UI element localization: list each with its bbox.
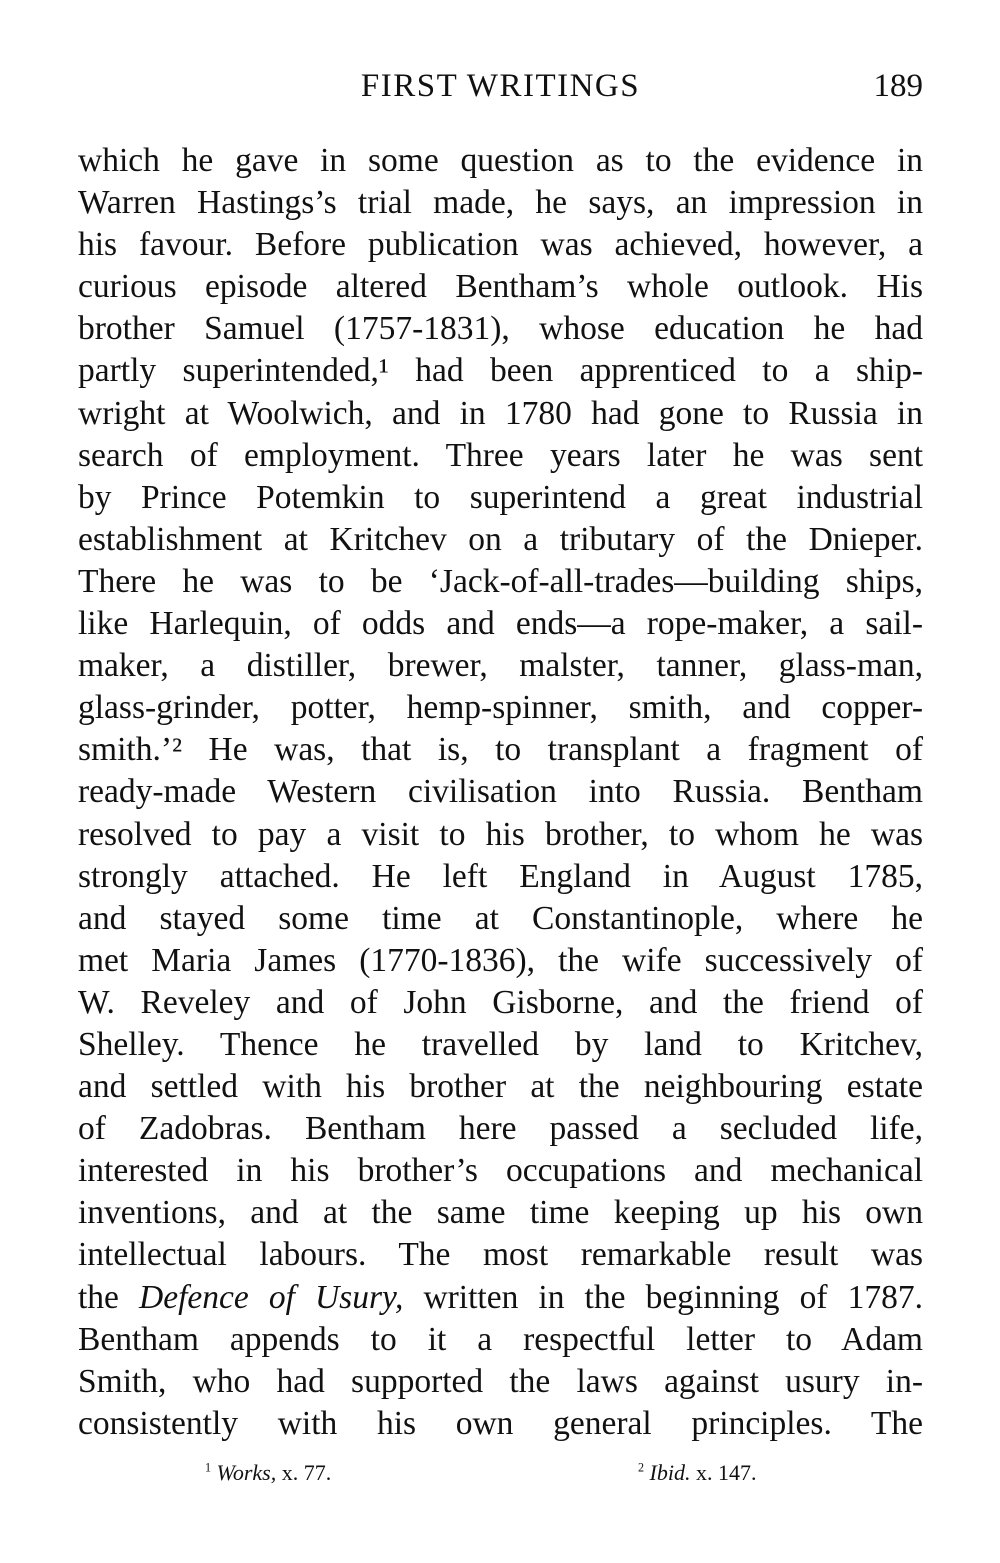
text-line: wright at Woolwich, and in 1780 had gone to Russia in xyxy=(78,394,923,432)
footnote-source: Works, xyxy=(216,1460,277,1485)
text-line: consistently with his own general principles. The xyxy=(78,1404,923,1442)
footnote-1 xyxy=(205,1460,331,1486)
footnote-marker: 1 xyxy=(205,1460,212,1475)
text-line: Shelley. Thence he travelled by land to Kritchev, xyxy=(78,1025,923,1063)
text-line: Bentham appends to it a respectful letter to Adam xyxy=(78,1320,923,1358)
text-line: glass-grinder, potter, hemp-spinner, smith, and copper- xyxy=(78,689,923,727)
text-line: partly superintended,¹ had been apprenticed to a ship- xyxy=(78,352,923,390)
book-title: Defence of Usury, xyxy=(139,1278,404,1316)
page-number: 189 xyxy=(873,68,923,104)
text-line: his favour. Before publication was achieved, however, a xyxy=(78,226,923,264)
footnote-ref: x. 147. xyxy=(690,1460,757,1485)
text-line: met Maria James (1770-1836), the wife successively of xyxy=(78,941,923,979)
footnote-2 xyxy=(638,1460,757,1486)
text-line: Warren Hastings’s trial made, he says, an impression in xyxy=(78,184,923,222)
text-line: smith.’² He was, that is, to transplant a fragment of xyxy=(78,731,923,769)
text-line: search of employment. Three years later he was sent xyxy=(78,436,923,474)
text-line: resolved to pay a visit to his brother, to whom he was xyxy=(78,815,923,853)
text-line: interested in his brother’s occupations and mechanical xyxy=(78,1152,923,1190)
text-line: and settled with his brother at the neighbouring estate xyxy=(78,1068,923,1106)
text-line: ready-made Western civilisation into Russia. Bentham xyxy=(78,773,923,811)
footnotes xyxy=(78,1460,923,1490)
text-line-with-title xyxy=(78,1277,923,1319)
text-line: like Harlequin, of odds and ends—a rope-maker, a sail- xyxy=(78,605,923,643)
text-line: inventions, and at the same time keeping up his own xyxy=(78,1194,923,1232)
running-title: FIRST WRITINGS xyxy=(360,68,641,104)
text-line: Smith, who had supported the laws against usury in- xyxy=(78,1362,923,1400)
footnote-source: Ibid. xyxy=(649,1460,691,1485)
text-line: of Zadobras. Bentham here passed a secluded life, xyxy=(78,1110,923,1148)
text-line: and stayed some time at Constantinople, where he xyxy=(78,899,923,937)
text-line: strongly attached. He left England in August 1785, xyxy=(78,857,923,895)
footnote-ref: x. 77. xyxy=(276,1460,332,1485)
text-line: brother Samuel (1757-1831), whose education he had xyxy=(78,310,923,348)
text-line: curious episode altered Bentham’s whole outlook. His xyxy=(78,268,923,306)
footnote-marker: 2 xyxy=(638,1460,645,1475)
text-span: written in the beginning of 1787. xyxy=(403,1278,923,1316)
text-line: by Prince Potemkin to superintend a great industrial xyxy=(78,478,923,516)
text-line: W. Reveley and of John Gisborne, and the friend of xyxy=(78,983,923,1021)
text-line: establishment at Kritchev on a tributary of the Dnieper. xyxy=(78,520,923,558)
text-line: intellectual labours. The most remarkable result was xyxy=(78,1236,923,1274)
text-span: the xyxy=(78,1278,140,1316)
body-text xyxy=(78,140,923,1445)
text-line: maker, a distiller, brewer, malster, tanner, glass-man, xyxy=(78,647,923,685)
text-line: There he was to be ‘Jack-of-all-trades—building ships, xyxy=(78,562,923,600)
text-line: which he gave in some question as to the evidence in xyxy=(78,142,923,179)
page-header xyxy=(78,68,923,114)
